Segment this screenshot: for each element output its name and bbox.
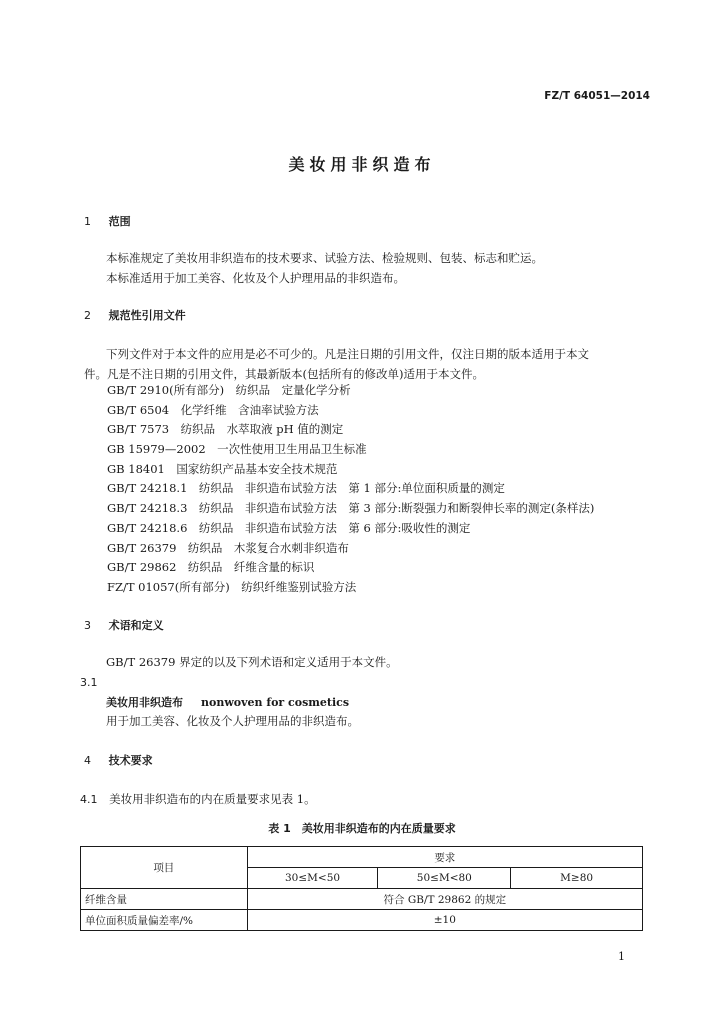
list-item: GB/T 6504 化学纤维 含油率试验方法 <box>107 402 319 417</box>
section-3-heading <box>84 617 164 633</box>
table-row <box>81 910 643 931</box>
standard-code: FZ/T 64051—2014 <box>544 90 650 102</box>
list-item: GB 15979—2002 一次性使用卫生用品卫生标准 <box>107 442 367 457</box>
paragraph: 下列文件对于本文件的应用是必不可少的。凡是注日期的引用文件，仅注日期的版本适用于本文 <box>106 347 589 361</box>
paragraph: 本标准规定了美妆用非织造布的技术要求、试验方法、检验规则、包装、标志和贮运。 <box>106 251 543 265</box>
section-title: 术语和定义 <box>108 619 164 632</box>
list-item: GB/T 29862 纺织品 纤维含量的标识 <box>107 560 315 575</box>
document-title: 美妆用非织造布 <box>288 155 436 174</box>
table-cell: 纤维含量 <box>81 889 248 910</box>
list-item: GB/T 26379 纺织品 木浆复合水刺非织造布 <box>107 540 349 555</box>
term-number: 3.1 <box>80 676 98 689</box>
table-header-cell: 项目 <box>81 847 248 889</box>
section-title: 技术要求 <box>108 754 153 767</box>
table-header-row <box>81 847 643 868</box>
table-caption: 表 1 美妆用非织造布的内在质量要求 <box>268 822 456 835</box>
term-entry <box>106 694 349 710</box>
term-english: nonwoven for cosmetics <box>201 696 350 709</box>
section-title: 规范性引用文件 <box>108 309 186 322</box>
paragraph: 件。凡是不注日期的引用文件，其最新版本(包括所有的修改单)适用于本文件。 <box>84 367 484 381</box>
list-item: GB 18401 国家纺织产品基本安全技术规范 <box>107 461 338 476</box>
section-number: 2 <box>84 309 91 322</box>
table-header-cell: 30≤M<50 <box>247 868 378 889</box>
section-title: 范围 <box>108 215 131 228</box>
table-header-cell: 要求 <box>247 847 642 868</box>
table-cell: 符合 GB/T 29862 的规定 <box>247 889 642 910</box>
paragraph: GB/T 26379 界定的以及下列术语和定义适用于本文件。 <box>106 655 398 669</box>
list-item: GB/T 2910(所有部分) 纺织品 定量化学分析 <box>107 383 351 397</box>
term-definition: 用于加工美容、化妆及个人护理用品的非织造布。 <box>106 714 359 728</box>
clause-4-1 <box>80 791 316 807</box>
table-row <box>81 889 643 910</box>
quality-requirements-table <box>80 846 643 931</box>
section-4-heading <box>84 752 153 768</box>
clause-text: 美妆用非织造布的内在质量要求见表 1。 <box>109 792 316 806</box>
list-item: GB/T 24218.3 纺织品 非织造布试验方法 第 3 部分:断裂强力和断裂伸长率的测定(条样法) <box>107 501 595 516</box>
normative-references-list <box>107 381 594 598</box>
list-item: GB/T 24218.1 纺织品 非织造布试验方法 第 1 部分:单位面积质量的测定 <box>107 481 505 496</box>
term-chinese: 美妆用非织造布 <box>106 696 183 709</box>
table-header-cell: 50≤M<80 <box>378 868 511 889</box>
list-item: FZ/T 01057(所有部分) 纺织纤维鉴别试验方法 <box>107 579 357 594</box>
paragraph: 本标准适用于加工美容、化妆及个人护理用品的非织造布。 <box>106 271 405 285</box>
list-item: GB/T 7573 纺织品 水萃取液 pH 值的测定 <box>107 422 344 437</box>
section-number: 3 <box>84 619 91 632</box>
section-number: 4 <box>84 754 91 767</box>
table-cell: 单位面积质量偏差率/% <box>81 910 248 931</box>
section-1-heading <box>84 213 131 229</box>
table-cell: ±10 <box>247 910 642 931</box>
section-number: 1 <box>84 215 91 228</box>
table-header-cell: M≥80 <box>511 868 643 889</box>
list-item: GB/T 24218.6 纺织品 非织造布试验方法 第 6 部分:吸收性的测定 <box>107 520 471 535</box>
clause-number: 4.1 <box>80 793 98 806</box>
section-2-heading <box>84 307 186 323</box>
page-number: 1 <box>618 950 625 963</box>
